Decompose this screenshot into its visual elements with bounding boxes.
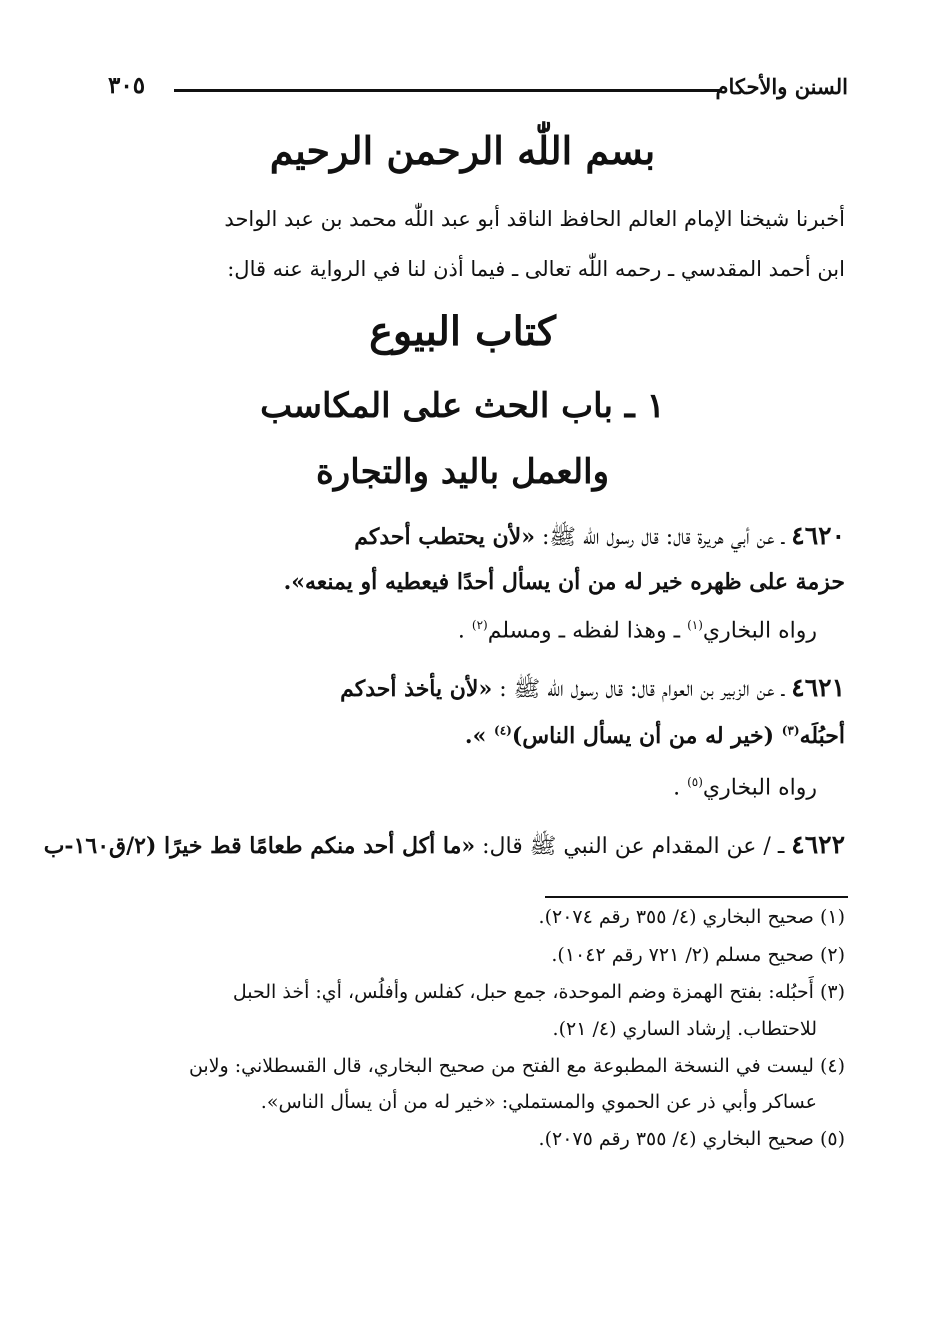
- intro-line-1: أخبرنا شيخنا الإمام العالم الحافظ الناقد أبو عبد اللّٰه محمد بن عبد الواحد: [224, 207, 845, 231]
- hadith-quote: «لأن يأخذ أحدكم: [340, 676, 493, 702]
- hadith-quote: «لأن يحتطب أحدكم: [354, 524, 535, 550]
- hadith-quote: (خير له من أن يسأل الناس): [511, 723, 782, 749]
- footnote-ref: (٢): [471, 618, 488, 632]
- manuscript-margin-ref: (٢/ق١٦٠-ب: [43, 833, 165, 859]
- basmala: بسم اللّٰه الرحمن الرحيم: [269, 128, 656, 173]
- footnote-5: (٥) صحيح البخاري (٤/ ٣٥٥ رقم ٢٠٧٥).: [538, 1128, 845, 1150]
- source-end: .: [673, 775, 688, 801]
- hadith-4620-line-1: [354, 521, 845, 555]
- book-title: كتاب البيوع: [369, 308, 556, 355]
- chapter-title-line-1: ١ ـ باب الحث على المكاسب: [260, 386, 665, 426]
- page-number: ٣٠٥: [108, 72, 146, 99]
- footnote-3-line-1: (٣) أَحبُله: بفتح الهمزة وضم الموحدة، جمع حبل، كفلس وأفلُس، أي: أخذ الحبل: [232, 981, 845, 1003]
- footnote-4-line-1: (٤) ليست في النسخة المطبوعة مع الفتح من صحيح البخاري، قال القسطلاني: ولابن: [188, 1055, 845, 1077]
- running-title: السنن والأحكام: [715, 74, 848, 99]
- footnote-ref: (١): [687, 618, 703, 632]
- hadith-quote: أحبُلَه: [799, 723, 845, 749]
- hadith-4621-line-1: [340, 673, 845, 707]
- source-text: ـ وهذا لفظه ـ ومسلم: [487, 618, 688, 644]
- hadith-quote: «ما أكل أحد منكم طعامًا قط خيرًا: [164, 833, 476, 859]
- page-header: [108, 70, 848, 110]
- footnote-1: (١) صحيح البخاري (٤/ ٣٥٥ رقم ٢٠٧٤).: [538, 906, 845, 928]
- footnote-4-line-2: عساكر وأبي ذر عن الحموي والمستملي: «خير له من أن يسأل الناس».: [260, 1091, 817, 1113]
- footnote-ref: (٣): [781, 723, 800, 738]
- footnote-2: (٢) صحيح مسلم (٢/ ٧٢١ رقم ١٠٤٢).: [551, 944, 845, 966]
- footnote-ref: (٤): [494, 723, 512, 738]
- source-text: رواه البخاري: [702, 775, 817, 801]
- hadith-number: ٤٦٢١: [791, 673, 845, 702]
- chapter-title-line-2: والعمل باليد والتجارة: [315, 452, 610, 492]
- footnote-rule: [545, 896, 848, 898]
- hadith-4622-line-1: [0, 830, 845, 864]
- footnote-3-line-2: للاحتطاب. إرشاد الساري (٤/ ٢١).: [552, 1018, 817, 1040]
- hadith-text: ـ / عن المقدام عن النبي ﷺ قال:: [475, 834, 792, 859]
- hadith-text: ـ عن أبي هريرة قال: قال رسول اللّٰه ﷺ:: [534, 525, 792, 550]
- hadith-4620-source: [458, 618, 817, 643]
- intro-line-2: ابن أحمد المقدسي ـ رحمه اللّٰه تعالى ـ فيما أذن لنا في الرواية عنه قال:: [227, 257, 845, 281]
- hadith-number: ٤٦٢٢: [791, 830, 845, 859]
- source-text: رواه البخاري: [702, 618, 817, 644]
- quote-end: ».: [464, 723, 494, 749]
- header-rule: [174, 89, 722, 92]
- hadith-number: ٤٦٢٠: [791, 521, 845, 550]
- hadith-text: ـ عن الزبير بن العوام قال: قال رسول اللّٰه ﷺ :: [492, 677, 792, 702]
- hadith-4621-line-2: [465, 723, 845, 749]
- source-end: .: [457, 618, 472, 644]
- hadith-4621-source: [673, 775, 817, 800]
- footnote-ref: (٥): [687, 775, 703, 789]
- hadith-4620-line-2: حزمة على ظهره خير له من أن يسأل أحدًا فيعطيه أو يمنعه».: [283, 569, 845, 595]
